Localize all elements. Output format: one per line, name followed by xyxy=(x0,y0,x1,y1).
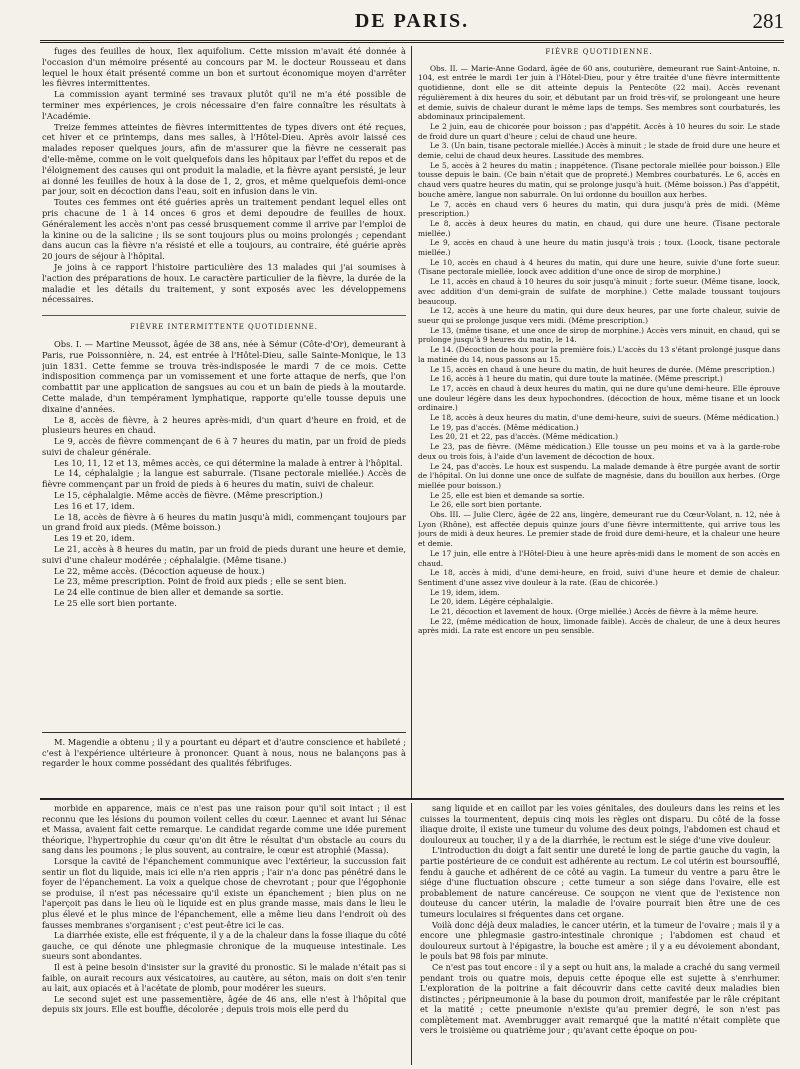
page-number: 281 xyxy=(752,9,784,33)
magendie-note xyxy=(42,737,406,789)
observation-paragraph: Les 20, 21 et 22, pas d'accès. (Même médication.) xyxy=(430,432,619,442)
observation-paragraph: Le 12, accès à une heure du matin, qui dure deux heures, par une forte chaleur, suivie de sueur qui se prolonge jusque vers midi. (Même prescription.) xyxy=(418,306,780,325)
observation-paragraph: Obs. I. — Martine Meussot, âgée de 38 ans, née à Sémur (Côte-d'Or), demeurant à Paris, rue Poissonnière, n. 24, est entrée à l'Hôtel-Dieu, salle Sainte-Monique, le 13 juin 1831. Cette femme se trouva très-indisposée le mardi 7 de ce mois. Cette indisposition commença par un vomissement et une forte attaque de nerfs, que l'on combattit par une application de sangsues au cou et un bain de pieds à la moutarde. Cette malade, d'un tempérament lymphatique, rapporte qu'elle tousse depuis une dixaine d'années. xyxy=(42,338,406,414)
observation-paragraph: Le 24 elle continue de bien aller et demande sa sortie. xyxy=(54,587,284,598)
observation-paragraph: Le 18, accès à midi, d'une demi-heure, en froid, suivi d'une heure et demie de chaleur. Sentiment d'une assez vive douleur à la rate. (Eau de chicorée.) xyxy=(418,568,780,587)
column-divider xyxy=(411,803,412,1065)
observation-paragraph: Le 8, accès à deux heures du matin, en chaud, qui dure une heure. (Tisane pectorale miellée.) xyxy=(418,218,780,238)
column-divider xyxy=(411,46,412,798)
observation-paragraph: Le 5, accès à 2 heures du matin ; inappétence. (Tisane pectorale miellée pour boisson.) Elle tousse depuis le bain. (Ce bain n'était que de propreté.) Membres courbaturés. Le 6, accès en chaud vers quatre heures du matin, qui se prolonge jusqu'à huit. (Même boisson.) Pas d'appétit, bouche amère, langue non saburrale. On lui ordonne du bouillon aux herbes. xyxy=(418,160,780,199)
paragraph: Il est à peine besoin d'insister sur la gravité du pronostic. Si le malade n'était pas si faible, on aurait recours aux vésicatoires, au cautère, au séton, mais on doit s'en tenir au lait, aux opiacés et à l'acétate de plomb, pour modérer les sueurs. xyxy=(42,961,406,994)
paragraph: La commission ayant terminé ses travaux plutôt qu'il ne m'a été possible de terminer mes expériences, je crois nécessaire d'en faire connaître les résultats à l'Académie. xyxy=(42,89,406,121)
observation-paragraph: Le 17, accès en chaud à deux heures du matin, qui ne dure qu'une demi-heure. Elle éprouve une douleur légère dans les deux hypochondres. (décoction de houx, même tisane et un loock ordinaire.) xyxy=(418,383,780,413)
observation-paragraph: Les 16 et 17, idem. xyxy=(54,500,135,511)
observation-paragraph: Le 16, accès à 1 heure du matin, qui dure toute la matinée. (Même prescript.) xyxy=(430,374,723,384)
observation-paragraph: Le 2 juin, eau de chicorée pour boisson ; pas d'appétit. Accès à 10 heures du soir. Le stade de froid dure un quart d'heure ; celui de chaud une heure. xyxy=(418,121,780,141)
observation-paragraph: Le 11, accès en chaud à 10 heures du soir jusqu'à minuit ; forte sueur. (Même tisane, loock, avec addition d'un demi-grain de sulfate de morphine.) Cette malade toussant toujours beaucoup. xyxy=(418,277,780,306)
section-title: FIÈVRE INTERMITTENTE QUOTIDIENNE. xyxy=(42,315,406,333)
observation-paragraph: Le 17 juin, elle entre à l'Hôtel-Dieu à une heure après-midi dans le moment de son accès en chaud. xyxy=(418,548,780,568)
feuilleton-rule xyxy=(40,798,784,800)
observation-paragraph: Le 21, accès à 8 heures du matin, par un froid de pieds durant une heure et demie, suivi d'une chaleur modérée ; céphalalgie. (Même tisane.) xyxy=(42,544,406,565)
section-title: FIÈVRE QUOTIDIENNE. xyxy=(545,48,653,56)
left-column xyxy=(42,46,406,728)
right-column xyxy=(418,46,780,798)
paragraph: morbide en apparence, mais ce n'est pas une raison pour qu'il soit intact ; il est reconnu que les lésions du poumon voilent celles du cœur. Laennec et avant lui Sénac et Massa, avaient fait cette remarque. Le candidat regarde comme une idée purement théorique, l'hypertrophie du cœur qu'on dit être le résultat d'un obstacle au cours du sang dans les poumons ; le plus souvent, au contraire, le cœur est atrophié (Massa). xyxy=(42,803,406,856)
paragraph: L'introduction du doigt a fait sentir une dureté le long de partie gauche du vagin, la partie postérieure de ce conduit est adhérente au rectum. Le col utérin est boursoufflé, fendu à gauche et adhérent de ce côté au vagin. La tumeur du ventre a paru être le siége d'une fluctuation obscure ; cette tumeur a son siége dans l'ovaire, elle est probablement de nature cancéreuse. Ce soupçon ne vient que de l'existence non douteuse du cancer utérin, la maladie de l'ovaire pourrait bien être une de ces tumeurs loculaires si fréquentes dans cet organe. xyxy=(420,845,780,919)
observation-paragraph: Le 25, elle est bien et demande sa sortie. xyxy=(430,490,585,500)
bottom-left-column xyxy=(42,803,406,1065)
observation-paragraph: Le 22, (même médication de houx, limonade faible). Accès de chaleur, de une à deux heures après midi. La rate est encore un peu sensible. xyxy=(418,616,780,636)
paragraph: M. Magendie a obtenu ; il y a pourtant eu départ et d'autre conscience et habileté ; c'est à l'expérience ultérieure à prononcer. Quant à nous, nous ne balançons pas à regarder le houx comme possédant des qualités fébrifuges. xyxy=(42,737,406,769)
observation-paragraph: Le 9, accès de fièvre commençant de 6 à 7 heures du matin, par un froid de pieds suivi de chaleur générale. xyxy=(42,436,406,457)
observation-paragraph: Les 10, 11, 12 et 13, mêmes accès, ce qui détermine la malade à entrer à l'hôpital. xyxy=(54,457,403,468)
observation-paragraph: Le 14, céphalalgie ; la langue est saburrale. (Tisane pectorale miellée.) Accès de fièvre commençant par un froid de pieds à 6 heures du matin, suivi de chaleur. xyxy=(42,468,406,490)
observation-paragraph: Le 8, accès de fièvre, à 2 heures après-midi, d'un quart d'heure en froid, et de plusieurs heures en chaud. xyxy=(42,414,406,436)
paragraph: Le second sujet est une passementière, âgée de 46 ans, elle n'est à l'hôpital que depuis six jours. Elle est bouffie, décolorée ; depuis trois mois elle perd du xyxy=(42,993,406,1015)
observation-paragraph: Obs. III. — Julie Clerc, âgée de 22 ans, lingère, demeurant rue du Cœur-Volant, n. 12, née à Lyon (Rhône), est affectée depuis quinze jours d'une fièvre intermittente, qui arrive tous les jours de midi à deux heures. Le premier stade de froid dure demi-heure, et la chaleur une heure et demie. xyxy=(418,510,780,549)
observation-paragraph: Le 15, céphalalgie. Même accès de fièvre. (Même prescription.) xyxy=(54,490,323,501)
observation-paragraph: Le 7, accès en chaud vers 6 heures du matin, qui dura jusqu'à près de midi. (Même prescription.) xyxy=(418,199,780,219)
paragraph: Toutes ces femmes ont été guéries après un traitement pendant lequel elles ont pris chacune de 1 à 14 onces 6 gros et demi depoudre de feuilles de houx. Généralement les accès n'ont pas cessé brusquement comme il arrive par l'emploi de la kinine ou de la salicine ; ils se sont toujours plus ou moins prolongés ; cependant dans aucun cas la fièvre n'a résisté et elle a toujours, au contraire, été guérie après 20 jours de séjour à l'hôpital. xyxy=(42,197,406,262)
observation-paragraph: Les 19 et 20, idem. xyxy=(54,533,135,544)
observation-paragraph: Le 20, idem. Légère céphalalgie. xyxy=(430,597,553,607)
observation-paragraph: Le 23, pas de fièvre. (Même médication.) Elle tousse un peu moins et va à la garde-robe deux ou trois fois, à l'aide d'un lavement de décoction de houx. xyxy=(418,442,780,461)
bottom-right-column xyxy=(420,803,780,1065)
observation-paragraph: Le 9, accès en chaud à une heure du matin jusqu'à trois ; toux. (Loock, tisane pectorale miellée.) xyxy=(418,238,780,258)
paragraph: fuges des feuilles de houx, Ilex aquifolium. Cette mission m'avait été donnée à l'occasion d'un mémoire présenté au concours par M. le docteur Rousseau et dans lequel le houx était présenté comme un bon et surtout économique moyen d'arrêter les fièvres intermittentes. xyxy=(42,46,406,89)
observation-paragraph: Le 19, pas d'accès. (Même médication.) xyxy=(430,422,579,432)
observation-paragraph: Le 22, même accès. (Décoction aqueuse de houx.) xyxy=(54,565,265,576)
paragraph: sang liquide et en caillot par les voies génitales, des douleurs dans les reins et les cuisses la tourmentent, depuis cinq mois les règles ont disparu. Du côté de la fosse iliaque droite, il existe une tumeur du volume des deux poings, l'abdomen est chaud et douloureux au toucher, il y a de la diarrhée, le rectum est le siége d'une vive douleur. xyxy=(420,803,780,845)
observation-paragraph: Le 26, elle sort bien portante. xyxy=(430,500,542,510)
observation-paragraph: Le 21, décoction et lavement de houx. (Orge miellée.) Accès de fièvre à la même heure. xyxy=(430,607,759,617)
paragraph: Je joins à ce rapport l'histoire particulière des 13 malades qui j'ai soumises à l'action des préparations de houx. Le caractère particulier de la fièvre, la durée de la maladie et les détails du traitement, y sont exposés avec les développemens nécessaires. xyxy=(42,261,406,305)
section-divider xyxy=(42,732,406,733)
paragraph: Ce n'est pas tout encore : il y a sept ou huit ans, la malade a craché du sang vermeil pendant trois ou quatre mois, depuis cette époque elle est sujette à s'enrhumer. L'exploration de la poitrine a fait découvrir dans cette cavité deux maladies bien distinctes ; péripneumonie à la base du poumon droit, manifestée par le râle crépitant et la matité ; cette pneumonie n'existe qu'au premier degré, le son n'est pas complètement mat. Avembrugger avait remarqué que la matité n'était complète que vers le troisième ou quatrième jour ; qu'avant cette époque on pou- xyxy=(420,961,780,1036)
observation-paragraph: Le 23, même prescription. Point de froid aux pieds ; elle se sent bien. xyxy=(54,576,347,587)
observation-paragraph: Le 10, accès en chaud à 4 heures du matin, qui dure une heure, suivie d'une forte sueur. (Tisane pectorale miellée, loock avec addition d'une once de sirop de morphine.) xyxy=(418,257,780,277)
observation-paragraph: Le 15, accès en chaud à une heure du matin, de huit heures de durée. (Même prescription.) xyxy=(430,364,775,374)
observation-paragraph: Le 13, (même tisane, et une once de sirop de morphine.) Accès vers minuit, en chaud, qui se prolonge jusqu'à 9 heures du matin, le 14. xyxy=(418,325,780,345)
observation-paragraph: Le 25 elle sort bien portante. xyxy=(54,598,177,609)
paragraph: Lorsque la cavité de l'épanchement communique avec l'extérieur, la succussion fait sentir un flot du liquide, mais ici elle n'a rien appris ; l'air n'a donc pas pénétré dans le foyer de l'épanchement. La voix a quelque chose de chevrotant ; pour que l'égophonie se produise, il n'est pas nécessaire qu'il existe un épanchement ; bien plus on ne l'aperçoit pas dans le lieu où le liquide est en plus grande masse, mais dans le lieu le plus élevé et le plus mince de l'épanchement, elle a même lieu dans l'endroit où des fausses membranes s'organisent ; c'est peut-être ici le cas. xyxy=(42,855,406,930)
page-title: DE PARIS. xyxy=(354,10,470,32)
observation-paragraph: Le 19, idem, idem. xyxy=(430,587,500,597)
header-rule xyxy=(40,40,784,43)
paragraph: Voilà donc déjà deux maladies, le cancer utérin, et la tumeur de l'ovaire ; mais il y a encore une phlegmasie gastro-intestinale chronique ; l'abdomen est chaud et douloureux surtout à l'épigastre, la bouche est amère ; il y a eu dévoiement abondant, le pouls bat 98 fois par minute. xyxy=(420,919,780,962)
observation-paragraph: Le 14. (Décoction de houx pour la première fois.) L'accès du 13 s'étant prolongé jusque dans la matinée du 14, nous passons au 15. xyxy=(418,345,780,364)
page-header xyxy=(38,8,786,38)
observation-paragraph: Le 18, accès à deux heures du matin, d'une demi-heure, suivi de sueurs. (Même médication.) xyxy=(430,413,779,423)
observation-paragraph: Le 3. (Un bain, tisane pectorale miellée.) Accès à minuit ; le stade de froid dure une heure et demie, celui de chaud deux heures. Lassitude des membres. xyxy=(418,141,780,161)
paragraph: Treize femmes atteintes de fièvres intermittentes de types divers ont été reçues, cet hiver et ce printemps, dans mes salles, à l'Hôtel-Dieu. Après avoir laissé ces malades reposer quelques jours, afin de m'assurer que la fièvre ne cesserait pas d'elle-même, comme on le voit quelquefois dans les hôpitaux par l'effet du repos et de l'éloignement des causes qui ont produit la maladie, et la fièvre ayant persisté, je leur ai donné les feuilles de houx à la dose de 1, 2, gros, et même quelquefois demi-once par jour, soit en décoction dans l'eau, soit en infusion dans le vin. xyxy=(42,121,406,197)
observation-paragraph: Le 24, pas d'accès. Le houx est suspendu. La malade demande à être purgée avant de sortir de l'hôpital. On lui donne une once de sulfate de magnésie, dans du bouillon aux herbes. (Orge miellée pour boisson.) xyxy=(418,461,780,490)
observation-paragraph: Obs. II. — Marie-Anne Godard, âgée de 60 ans, couturière, demeurant rue Saint-Antoine, n. 104, est entrée le mardi 1er juin à l'Hôtel-Dieu, pour y être traitée d'une fièvre intermittente quotidienne, dont elle se dit atteinte depuis la Pentecôte (22 mai). Accès revenant régulièrement à dix heures du soir, et débutant par un froid très-vif, se prolongeant une heure et demie, suivis de chaleur durant le même laps de temps. Ses membres sont courbaturés, les abdominaux principalement. xyxy=(418,63,780,122)
observation-paragraph: Le 18, accès de fièvre à 6 heures du matin jusqu'à midi, commençant toujours par un grand froid aux pieds. (Même boisson.) xyxy=(42,511,406,533)
paragraph: La diarrhée existe, elle est fréquente, il y a de la chaleur dans la fosse iliaque du côté gauche, ce qui dénote une phlegmasie chronique de la muqueuse intestinale. Les sueurs sont abondantes. xyxy=(42,930,406,962)
